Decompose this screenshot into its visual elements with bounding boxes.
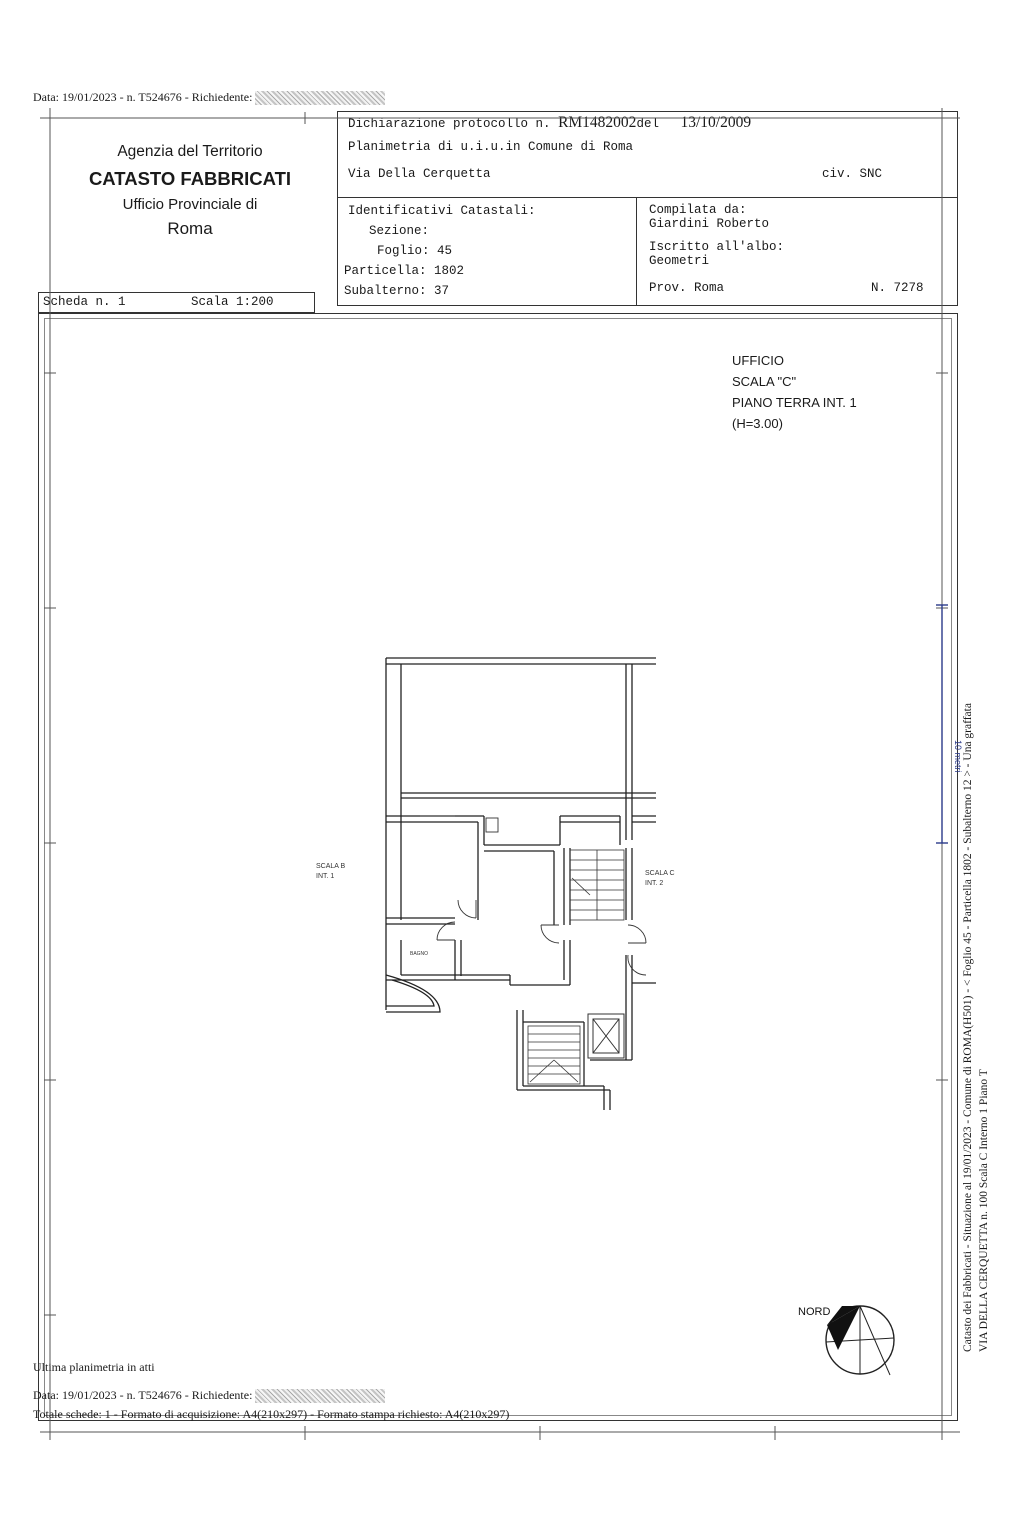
identifiers-title: Identificativi Catastali:	[348, 204, 536, 218]
planimetria-line: Planimetria di u.i.u.in Comune di Roma	[348, 140, 634, 154]
scala-c-line2: INT. 2	[645, 880, 664, 887]
numero-label: N. 7278	[871, 281, 924, 295]
plan-label-line-2: SCALA "C"	[732, 374, 797, 389]
iscritto-label: Iscritto all'albo:	[649, 240, 785, 254]
compiler-name: Giardini Roberto	[649, 217, 770, 231]
protocol-label: Dichiarazione protocollo n.	[348, 117, 551, 131]
side-text-line2: VIA DELLA CERQUETTA n. 100 Scala C Interno 1 Piano T	[978, 1069, 990, 1352]
crop-marks	[40, 108, 960, 1440]
plan-label-line-4: (H=3.00)	[732, 416, 783, 431]
agency-name: Agenzia del Territorio	[117, 143, 263, 160]
prov-label: Prov. Roma	[649, 281, 725, 295]
protocol-date: 13/10/2009	[680, 114, 752, 131]
scala-c-line1: SCALA C	[645, 870, 675, 877]
sezione-label: Sezione:	[369, 224, 430, 238]
city-label: Roma	[167, 219, 213, 238]
footer-redacted-requester	[255, 1389, 385, 1403]
north-arrow-icon	[826, 1306, 894, 1375]
scale-bar-label: 10 metri	[953, 740, 963, 773]
nord-label: NORD	[798, 1306, 831, 1318]
albo-label: Geometri	[649, 254, 710, 268]
request-line-text: Data: 19/01/2023 - n. T524676 - Richiedente:	[33, 90, 253, 104]
compilata-label: Compilata da:	[649, 203, 747, 217]
stairs-c	[570, 850, 624, 920]
stairs-lower	[528, 1026, 580, 1084]
bagno-label: BAGNO	[410, 951, 429, 957]
civ-label: civ. SNC	[822, 167, 883, 181]
scale-bar	[936, 605, 948, 843]
subalterno-label: Subalterno: 37	[344, 284, 450, 298]
scala-b-line2: INT. 1	[316, 873, 335, 880]
particella-label: Particella: 1802	[344, 264, 465, 278]
plan-label-line-3: PIANO TERRA INT. 1	[732, 395, 857, 410]
scheda-label: Scheda n. 1	[43, 295, 126, 309]
totale-line: Totale schede: 1 - Formato di acquisizione: A4(210x297) - Formato stampa richiesto: A4(210x297)	[33, 1407, 510, 1421]
ufficio-label: Ufficio Provinciale di	[122, 196, 258, 213]
plan-walls	[386, 658, 656, 1110]
protocol-number: RM1482002	[558, 114, 637, 131]
elevator	[588, 1014, 624, 1058]
footer-data-text: Data: 19/01/2023 - n. T524676 - Richiedente:	[33, 1388, 253, 1402]
ultima-label: Ultima planimetria in atti	[33, 1360, 155, 1374]
plan-label-line-1: UFFICIO	[732, 353, 784, 368]
del-label: del	[636, 117, 659, 131]
scala-label: Scala 1:200	[191, 295, 274, 309]
side-text-line1: Catasto dei Fabbricati - Situazione al 19/01/2023 - Comune di ROMA(H501) - < Foglio 45 - Particella 1802 - Subalterno 12 > - Una graffata	[962, 703, 974, 1352]
foglio-label: Foglio: 45	[377, 244, 453, 258]
address-line: Via Della Cerquetta	[348, 167, 491, 181]
doors	[420, 816, 646, 975]
scala-b-line1: SCALA B	[316, 863, 346, 870]
catasto-title: CATASTO FABBRICATI	[88, 168, 292, 189]
footer-data-line	[33, 1388, 385, 1403]
